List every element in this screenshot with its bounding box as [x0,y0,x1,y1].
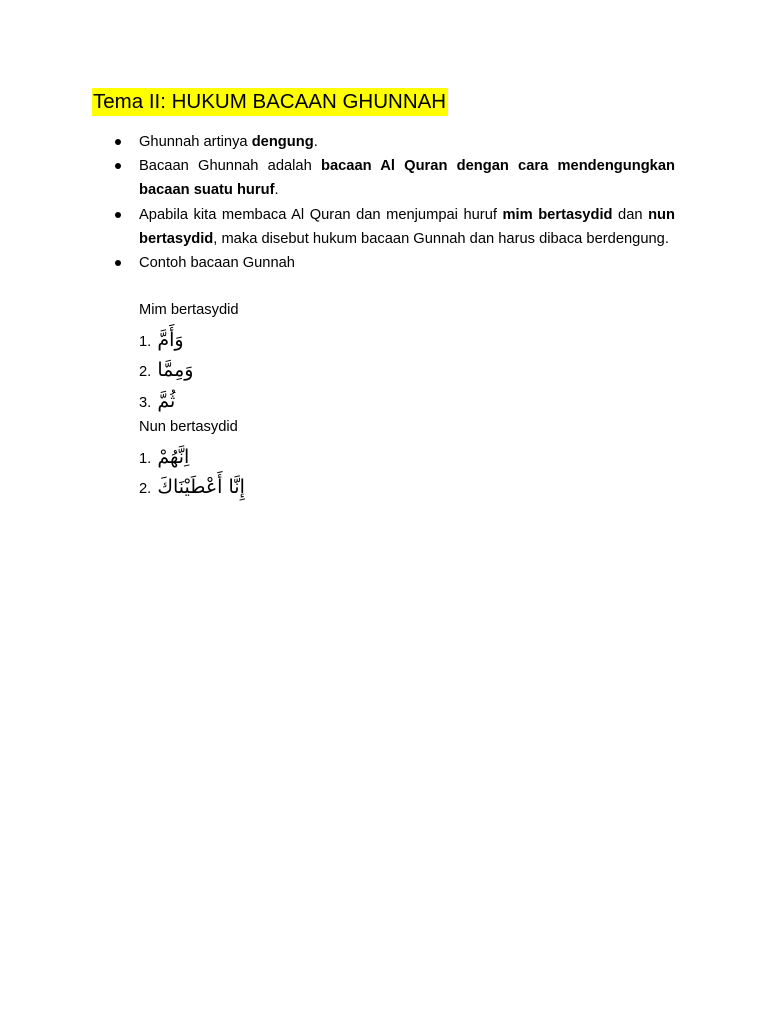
plain-text: dan [612,206,649,223]
example-number: 3. [139,395,152,411]
bullet-item [114,203,675,251]
bullet-item [114,251,675,275]
bullet-item [114,130,675,154]
plain-text: Contoh bacaan Gunnah [139,255,295,272]
bullet-item [114,154,675,202]
arabic-text: وَأَمَّ [157,329,184,351]
arabic-text: ثُمَّ [157,390,176,412]
bullet-dot-icon [115,139,121,145]
bullet-dot-icon [115,163,121,169]
example-number: 2. [139,481,152,497]
plain-text: Apabila kita membaca Al Quran dan menjumpai huruf [139,206,503,223]
plain-text: , maka disebut hukum bacaan Gunnah dan harus dibaca berdengung. [213,230,669,247]
bullet-text [139,134,318,150]
bold-text: bacaan Al Quran dengan cara mendengungkan bacaan suatu huruf [139,158,675,199]
arabic-text: وَمِمَّا [157,359,194,381]
bullet-list [114,130,675,275]
bullet-text [139,255,295,271]
mim-example-3 [139,389,175,415]
plain-text: Ghunnah artinya [139,134,252,150]
mim-example-1 [139,328,184,354]
bold-text: dengung [251,134,314,150]
nun-example-1 [139,445,189,471]
bullet-dot-icon [115,260,121,266]
bold-text: nun bertasydid [139,206,675,247]
arabic-text: اِنَّهُمْ [157,446,190,468]
example-number: 1. [139,334,152,350]
bullet-dot-icon [115,212,121,218]
bullet-text [139,158,675,198]
example-number: 1. [139,451,152,467]
plain-text: . [313,134,318,150]
plain-text: . [274,182,279,199]
mim-example-2 [139,358,193,384]
arabic-text: إِنَّا أَعْطَيْنَاكَ [157,476,245,498]
nun-heading: Nun bertasydid [139,419,238,435]
example-number: 2. [139,364,152,380]
mim-heading: Mim bertasydid [139,302,239,318]
nun-example-2 [139,475,245,501]
plain-text: Bacaan Ghunnah adalah [139,158,321,175]
page-title: Tema II: HUKUM BACAAN GHUNNAH [92,88,448,116]
bold-text: mim bertasydid [502,206,613,223]
bullet-text [139,207,675,247]
